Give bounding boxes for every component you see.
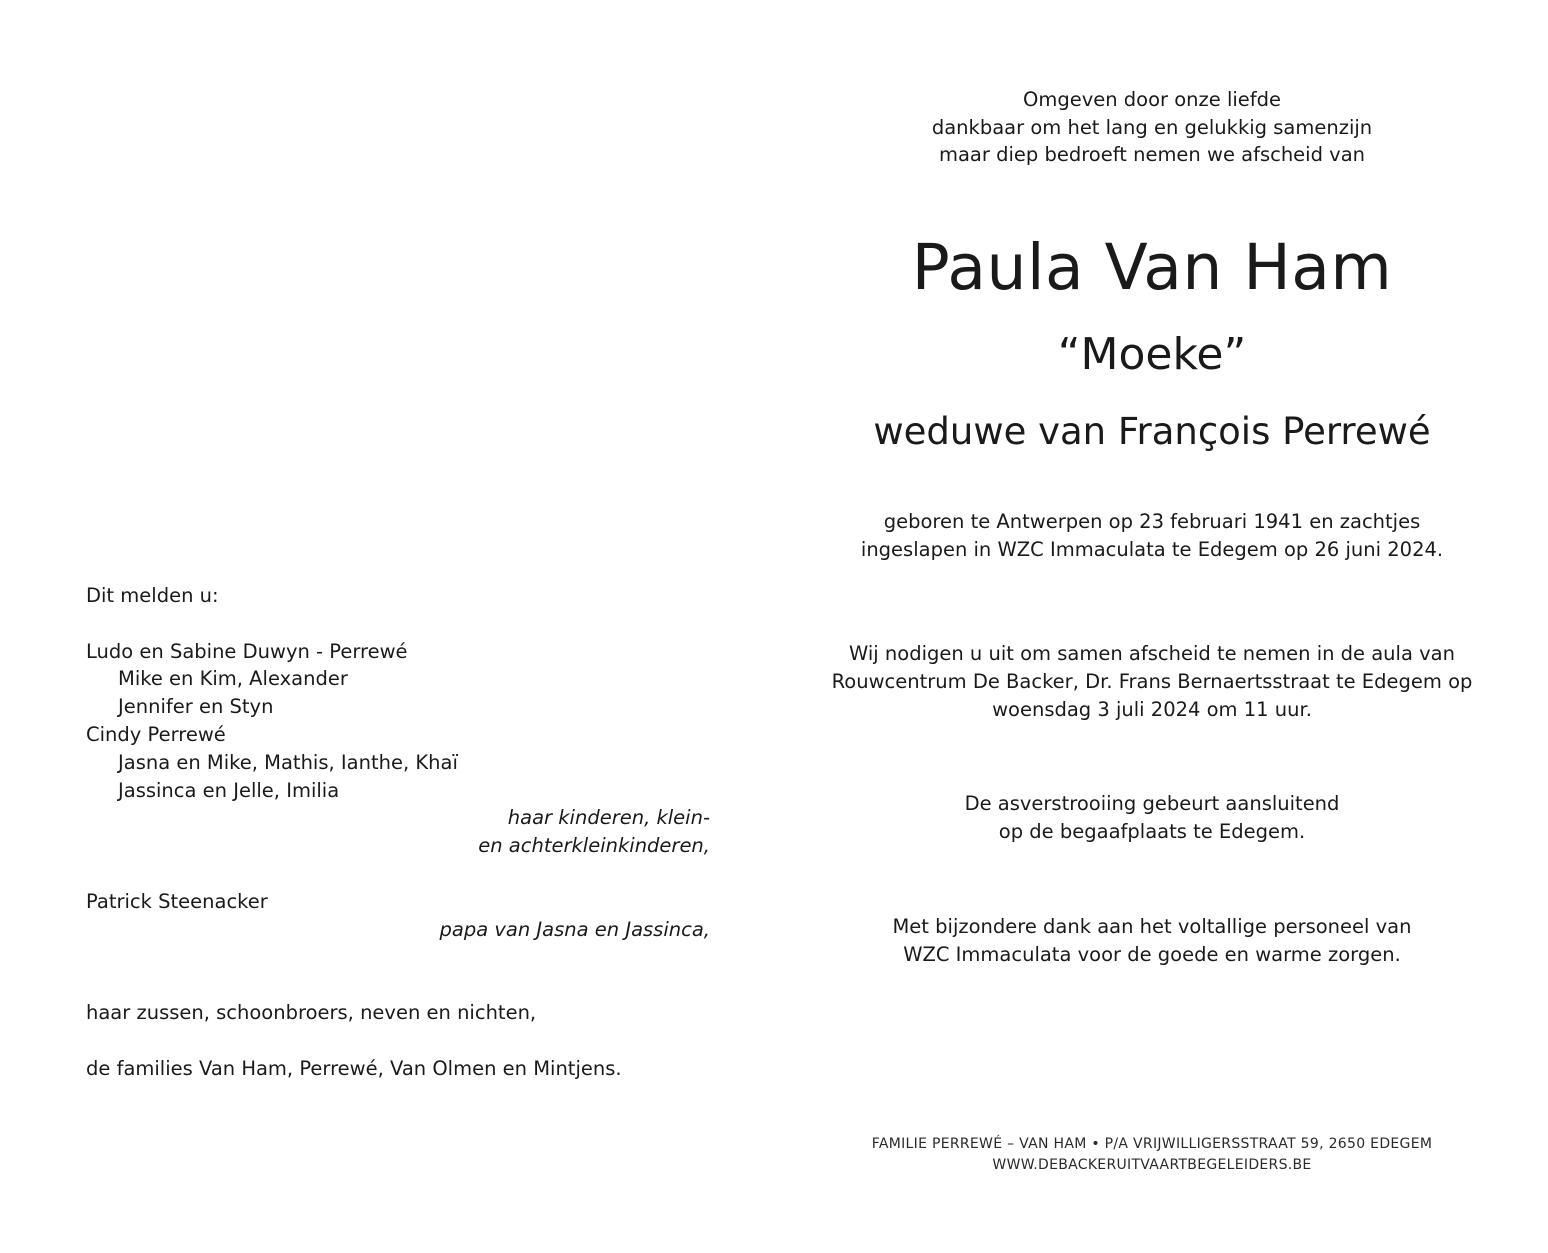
intro-line: maar diep bedroeft nemen we afscheid van	[938, 143, 1366, 166]
relation-label: papa van Jasna en Jassinca,	[439, 917, 710, 941]
spacer	[86, 1027, 710, 1055]
thanks-text	[830, 913, 1474, 969]
intro-line: dankbaar om het lang en gelukkig samenzijn	[931, 115, 1373, 139]
siblings-line: haar zussen, schoonbroers, neven en nichten,	[86, 1000, 537, 1024]
ashes-line: op de begaafplaats te Edegem.	[998, 820, 1306, 843]
grandchild-name: Mike en Kim, Alexander	[118, 667, 348, 691]
grandchild-name: Jassinca en Jelle, Imilia	[118, 778, 340, 802]
thanks-line: Met bijzondere dank aan het voltallige personeel van	[892, 915, 1412, 938]
intro-text	[830, 86, 1474, 169]
spacer	[86, 971, 710, 999]
invitation-line: Rouwcentrum De Backer, Dr. Frans Bernaertsstraat te Edegem op	[831, 670, 1473, 693]
intro-line: Omgeven door onze liefde	[1022, 88, 1282, 111]
families-line: de families Van Ham, Perrewé, Van Olmen en Mintjens.	[86, 1056, 622, 1080]
other-person-name: Patrick Steenacker	[86, 889, 268, 913]
ashes-line: De asverstrooiing gebeurt aansluitend	[964, 792, 1340, 815]
invitation-text	[830, 640, 1474, 724]
child-name: Ludo en Sabine Duwyn - Perrewé	[86, 639, 408, 663]
birth-line: geboren te Antwerpen op 23 februari 1941 en zachtjes	[883, 510, 1421, 533]
spacer	[86, 860, 710, 888]
footer-address	[830, 1134, 1474, 1176]
relation-label: en achterkleinkinderen,	[478, 834, 710, 858]
family-heading: Dit melden u:	[86, 584, 219, 607]
spacer	[86, 943, 710, 971]
thanks-line: WZC Immaculata voor de goede en warme zorgen.	[903, 943, 1401, 966]
address-line: FAMILIE PERREWÉ – VAN HAM • P/A VRIJWILLIGERSSTRAAT 59, 2650 EDEGEM	[871, 1136, 1433, 1152]
grandchild-name: Jennifer en Styn	[118, 695, 274, 719]
deceased-name: Paula Van Ham	[911, 231, 1393, 304]
deceased-nickname: “Moeke”	[1057, 329, 1247, 380]
family-list	[86, 582, 710, 1082]
website-line: WWW.DEBACKERUITVAARTBEGELEIDERS.BE	[992, 1157, 1312, 1173]
ashes-text	[830, 790, 1474, 846]
ceremony-datetime: woensdag 3 juli 2024 om 11 uur.	[992, 698, 1312, 721]
grandchild-name: Jasna en Mike, Mathis, Ianthe, Khaï	[118, 750, 458, 774]
death-line: ingeslapen in WZC Immaculata te Edegem op 26 juni 2024.	[860, 538, 1444, 561]
relation-label: haar kinderen, klein-	[507, 806, 710, 830]
spacer	[86, 610, 710, 638]
widow-of: weduwe van François Perrewé	[873, 410, 1431, 453]
child-name: Cindy Perrewé	[86, 722, 226, 746]
birth-death-text	[830, 508, 1474, 564]
invitation-line: Wij nodigen u uit om samen afscheid te nemen in de aula van	[849, 642, 1455, 665]
